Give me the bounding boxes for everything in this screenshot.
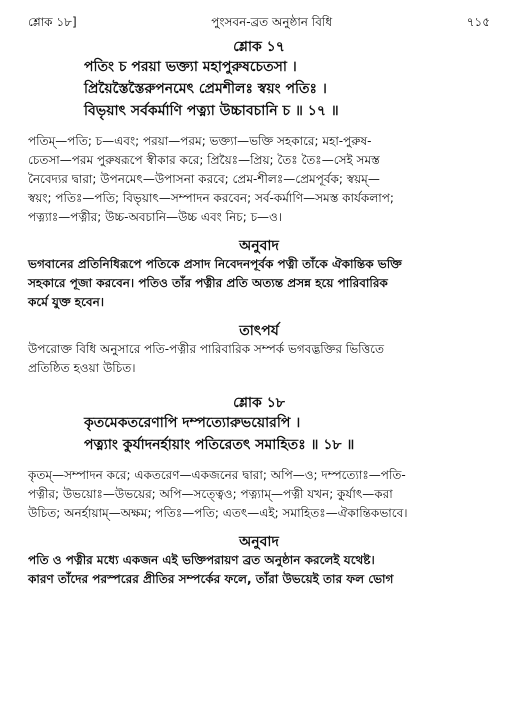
verse-17-line: প্রিয়ৈস্তৈস্তৈরুপনমেৎ প্রেমশীলঃ স্বয়ং পতিঃ । bbox=[84, 81, 327, 97]
synonym-line: পতিম্—পতি; চ—এবং; পরয়া—পরম; ভক্ত্যা—ভক্তি সহকারে; মহা-পুরুষ- bbox=[28, 134, 372, 148]
synonym-line: কৃতম্—সম্পাদন করে; একতরেণ—একজনের দ্বারা; অপি—ও; দম্পত্যোঃ—পতি- bbox=[28, 468, 406, 482]
verse-18-translation bbox=[28, 551, 490, 589]
verse-17-text bbox=[28, 56, 490, 122]
verse-17-heading: শ্লোক ১৭ bbox=[233, 39, 285, 55]
synonym-line: উচিত; অনর্হায়াম্—অক্ষম; পতিঃ—পতি; এতৎ—এই; সমাহিতঃ—ঐকান্তিকভাবে। bbox=[28, 506, 408, 520]
running-header bbox=[28, 14, 490, 32]
purport-heading: তাৎপর্য bbox=[239, 323, 279, 339]
verse-17-purport bbox=[28, 340, 490, 378]
synonym-line: পত্ন্যাঃ—পত্নীর; উচ্চ-অবচানি—উচ্চ এবং নিচ; চ—ও। bbox=[28, 210, 283, 224]
translation-line: ভগবানের প্রতিনিধিরূপে পতিকে প্রসাদ নিবেদনপূর্বক পত্নী তাঁকে ঐকান্তিক ভক্তি bbox=[28, 257, 402, 271]
translation-line: কারণ তাঁদের পরস্পরের প্রীতির সম্পর্কের ফলে, তাঁরা উভয়েই তার ফল ভোগ bbox=[28, 572, 394, 586]
verse-18-line: পত্ন্যাং কুর্যাদনর্হায়াং পতিরেতৎ সমাহিতঃ ॥ ১৮ ॥ bbox=[84, 437, 355, 453]
verse-18-text bbox=[28, 412, 490, 456]
header-chapter-title: পুংসবন-ব্রত অনুষ্ঠান বিধি bbox=[211, 15, 333, 29]
verse-18-line: কৃতমেকতরেণাপি দম্পত্যোরুভয়োরপি । bbox=[84, 415, 301, 431]
translation-line: কর্মে যুক্ত হবেন। bbox=[28, 295, 105, 309]
header-verse-ref: শ্লোক ১৮] bbox=[28, 15, 77, 29]
translation-heading: অনুবাদ bbox=[239, 238, 279, 254]
book-page bbox=[28, 14, 490, 589]
verse-18-heading: শ্লোক ১৮ bbox=[233, 395, 285, 411]
verse-18-synonyms bbox=[28, 466, 490, 523]
synonym-line: পত্নীর; উভয়োঃ—উভয়ের; অপি—সত্ত্বেও; পত্ন্যাম্—পত্নী যখন; কুর্যাৎ—করা bbox=[28, 487, 393, 501]
translation-line: পতি ও পত্নীর মধ্যে একজন এই ভক্তিপরায়ণ ব্রত অনুষ্ঠান করলেই যথেষ্ট। bbox=[28, 553, 375, 567]
synonym-line: স্বয়ং; পতিঃ—পতি; বিভৃয়াৎ—সম্পাদন করবেন; সর্ব-কর্মাণি—সমস্ত কার্যকলাপ; bbox=[28, 191, 394, 205]
purport-line: উপরোক্ত বিধি অনুসারে পতি-পত্নীর পারিবারিক সম্পর্ক ভগবদ্ভক্তির ভিত্তিতে bbox=[28, 342, 384, 356]
synonym-line: চেতসা—পরম পুরুষরূপে স্বীকার করে; প্রিয়ৈঃ—প্রিয়; তৈঃ তৈঃ—সেই সমস্ত bbox=[28, 153, 380, 167]
translation-heading: অনুবাদ bbox=[239, 534, 279, 550]
verse-17-translation bbox=[28, 255, 490, 312]
verse-17-line: বিভৃয়াৎ সর্বকর্মাণি পত্ন্যা উচ্চাবচানি চ ॥ ১৭ ॥ bbox=[84, 103, 339, 119]
synonym-line: নৈবেদ্যর দ্বারা; উপনমেৎ—উপাসনা করবে; প্রেম-শীলঃ—প্রেমপূর্বক; স্বয়ম্— bbox=[28, 172, 380, 186]
page-number: ৭১৫ bbox=[466, 15, 490, 29]
purport-line: প্রতিষ্ঠিত হওয়া উচিত। bbox=[28, 361, 136, 375]
verse-17-synonyms bbox=[28, 132, 490, 227]
translation-line: সহকারে পূজা করবেন। পতিও তাঁর পত্নীর প্রতি অত্যন্ত প্রসন্ন হয়ে পারিবারিক bbox=[28, 276, 388, 290]
verse-17-line: পতিং চ পরয়া ভক্ত্যা মহাপুরুষচেতসা । bbox=[84, 59, 297, 75]
